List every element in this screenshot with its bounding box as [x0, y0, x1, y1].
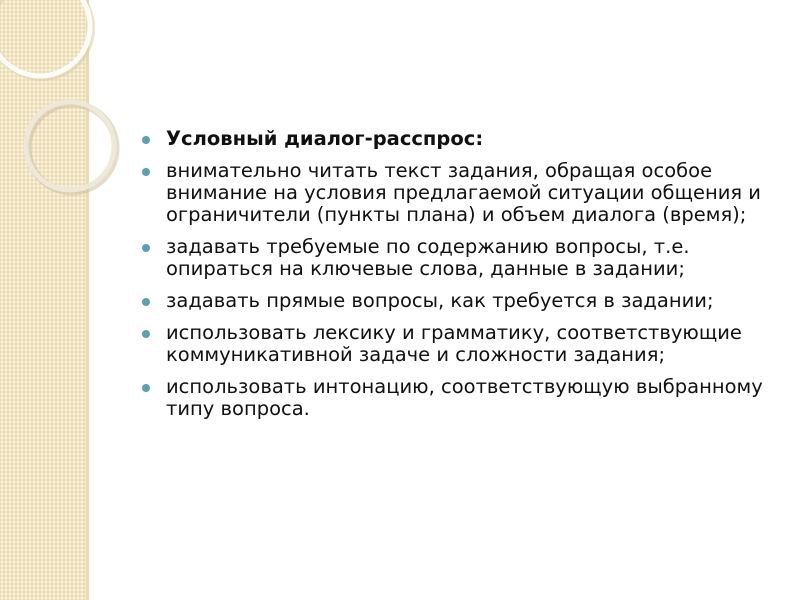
list-item-text: внимательно читать текст задания, обращая особое внимание на условия предлагаемой ситуации общения и ограничители (пункты плана) и объем диалога (время); — [166, 159, 761, 226]
list-item — [140, 290, 780, 312]
bullet-dot-icon — [142, 168, 150, 176]
decorative-rings-graphic — [0, 0, 120, 220]
bullet-dot-icon — [142, 244, 150, 252]
bullet-dot-icon — [142, 136, 150, 144]
list-item-text: использовать интонацию, соответствующую выбранному типу вопроса. — [166, 375, 763, 420]
list-item — [140, 128, 780, 150]
bullet-dot-icon — [142, 330, 150, 338]
content-area — [140, 128, 780, 430]
list-item — [140, 160, 780, 226]
list-item-text: задавать прямые вопросы, как требуется в задании; — [166, 289, 714, 312]
small-ring — [26, 102, 114, 190]
list-item-text: использовать лексику и грамматику, соответствующие коммуникативной задаче и сложности задания; — [166, 321, 742, 366]
list-item — [140, 236, 780, 280]
list-item-text: Условный диалог-расспрос: — [166, 127, 484, 150]
bullet-list — [140, 128, 780, 420]
list-item-text: задавать требуемые по содержанию вопросы, т.е. опираться на ключевые слова, данные в задании; — [166, 235, 690, 280]
bullet-dot-icon — [142, 384, 150, 392]
list-item — [140, 376, 780, 420]
list-item — [140, 322, 780, 366]
bullet-dot-icon — [142, 298, 150, 306]
